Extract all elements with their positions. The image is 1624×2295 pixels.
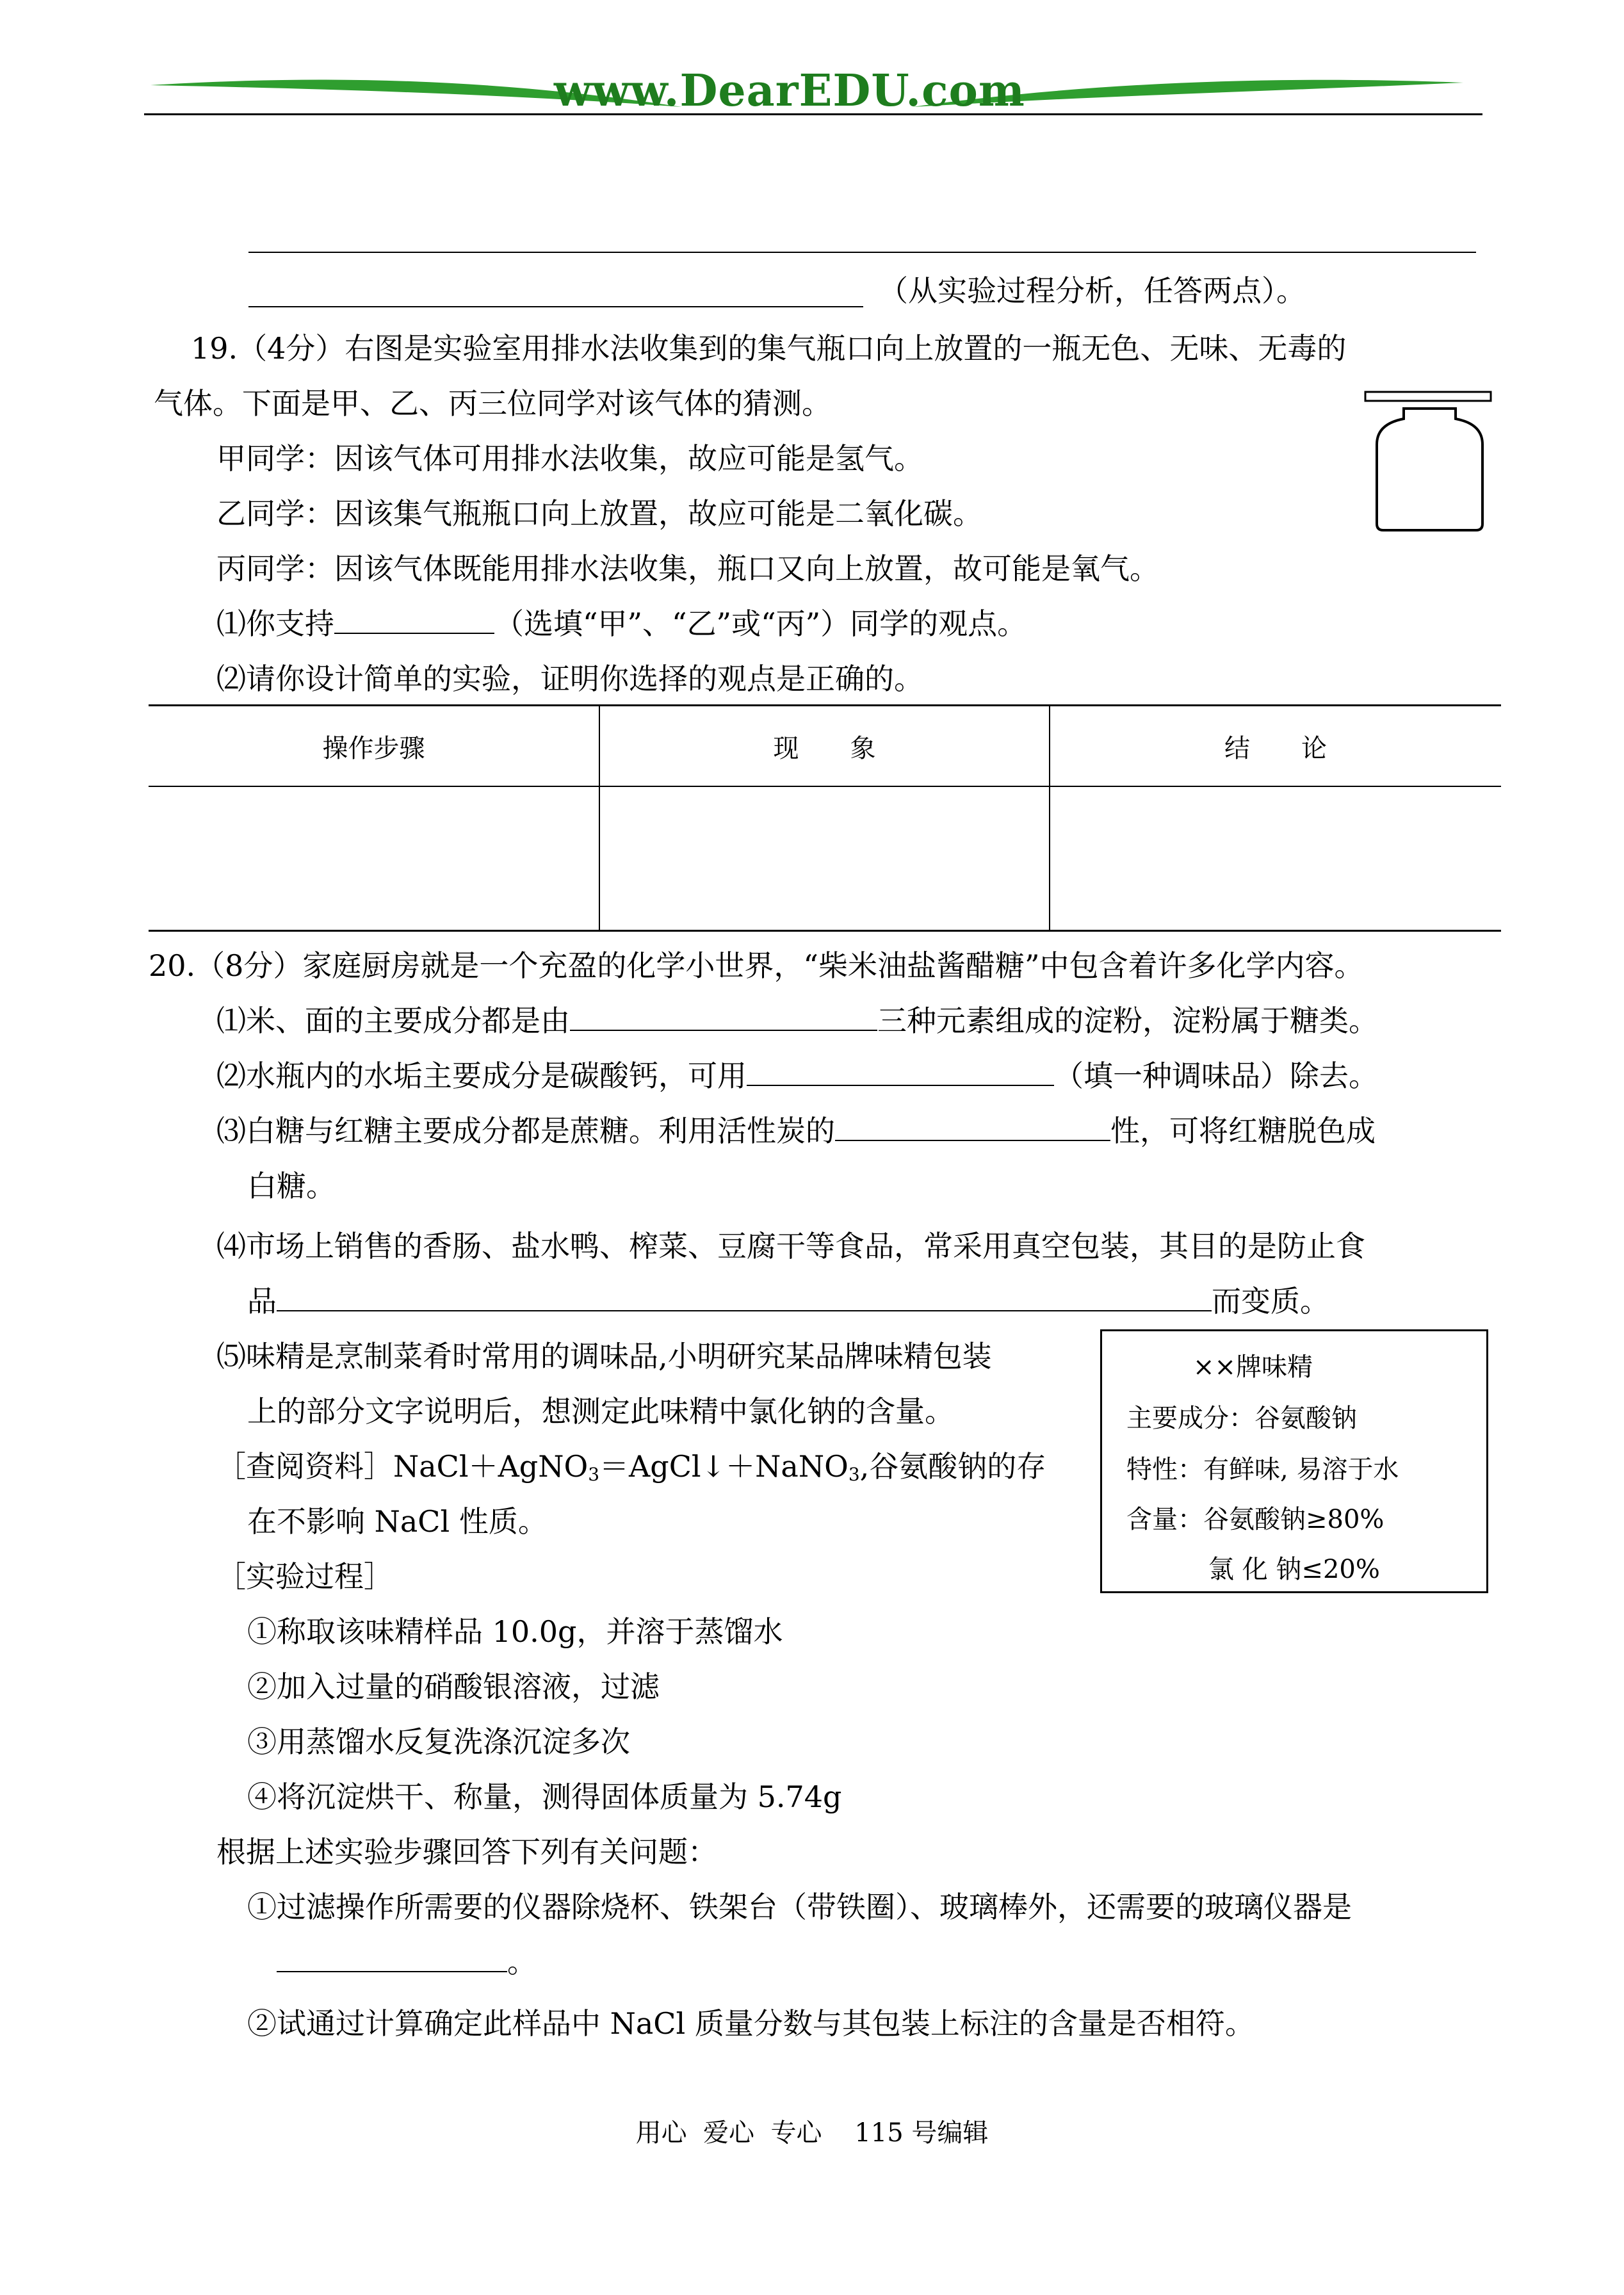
label-line: 氯 化 钠≤20% — [1208, 1555, 1380, 1584]
q19-jia: 甲同学：因该气体可用排水法收集，故应可能是氢气。 — [216, 441, 923, 476]
msg-label-box — [1100, 1329, 1488, 1593]
q20-step: ④将沉淀烘干、称量，测得固体质量为 5.74g — [247, 1780, 842, 1814]
q20-procedure-title: ［实验过程］ — [216, 1559, 393, 1594]
q20-blank-property[interactable] — [835, 1112, 1110, 1141]
table-header-steps: 操作步骤 — [322, 734, 425, 763]
q20-part3 — [216, 1112, 1376, 1150]
q20-part4-prefix: 品 — [247, 1284, 277, 1318]
q20-part3-cont: 白糖。 — [247, 1169, 336, 1203]
answer-line — [248, 306, 863, 307]
q20-reference — [216, 1447, 1046, 1494]
q20-part4: ⑷市场上销售的香肠、盐水鸭、榨菜、豆腐干等食品，常采用真空包装，其目的是防止食 — [216, 1229, 1365, 1263]
table-cell-phenomenon[interactable] — [602, 789, 1047, 927]
q20-part2-suffix: （填一种调味品）除去。 — [1054, 1058, 1378, 1093]
q20-answer-intro: 根据上述实验步骤回答下列有关问题： — [216, 1835, 717, 1869]
q19-intro2: 气体。下面是甲、乙、丙三位同学对该气体的猜测。 — [154, 386, 831, 421]
table-cell-steps[interactable] — [151, 789, 597, 927]
q20-part5: ⑸味精是烹制菜肴时常用的调味品,小明研究某品牌味精包装 — [216, 1339, 992, 1374]
q19-part1-suffix: （选填“甲”、“乙”或“丙”）同学的观点。 — [494, 606, 1027, 641]
q20-part1 — [216, 1002, 1378, 1040]
label-line: 含量：谷氨酸钠≥80% — [1126, 1505, 1384, 1534]
q19-part1 — [216, 604, 1027, 643]
q20-answer1-end: 。 — [507, 1945, 537, 1979]
q20-intro: 20.（8分）家庭厨房就是一个充盈的化学小世界，“柴米油盐酱醋糖”中包含着许多化学内容。 — [149, 948, 1364, 983]
q20-blank-reason[interactable] — [277, 1282, 1212, 1311]
q18-tail: （从实验过程分析，任答两点）。 — [879, 273, 1306, 308]
label-line: 主要成分：谷氨酸钠 — [1126, 1404, 1357, 1433]
q20-part1-suffix: 三种元素组成的淀粉，淀粉属于糖类。 — [877, 1003, 1378, 1038]
q19-yi: 乙同学：因该集气瓶瓶口向上放置，故应可能是二氧化碳。 — [216, 496, 982, 531]
q20-step: ①称取该味精样品 10.0g，并溶于蒸馏水 — [247, 1614, 783, 1649]
q20-answer1: ①过滤操作所需要的仪器除烧杯、铁架台（带铁圈）、玻璃棒外，还需要的玻璃仪器是 — [247, 1890, 1352, 1924]
q20-reference-cont: 在不影响 NaCl 性质。 — [247, 1504, 548, 1539]
q20-blank-seasoning[interactable] — [747, 1057, 1054, 1086]
q20-answer1-cont — [277, 1943, 537, 1981]
reference-text: ,谷氨酸钠的存 — [859, 1449, 1046, 1484]
q20-part2-prefix: ⑵水瓶内的水垢主要成分是碳酸钙，可用 — [216, 1058, 747, 1093]
site-name: www.DearEDU.com — [554, 65, 1025, 117]
label-line: 特性：有鲜味, 易溶于水 — [1126, 1455, 1399, 1484]
table-header-conclusion: 结 论 — [1224, 734, 1327, 763]
q20-step: ③用蒸馏水反复洗涤沉淀多次 — [247, 1724, 630, 1759]
q19-bing: 丙同学：因该气体既能用排水法收集，瓶口又向上放置，故可能是氧气。 — [216, 551, 1159, 586]
q19-intro: 19.（4分）右图是实验室用排水法收集到的集气瓶口向上放置的一瓶无色、无味、无毒的 — [191, 331, 1347, 366]
q20-blank-glassware[interactable] — [277, 1943, 507, 1972]
q20-part5-cont: 上的部分文字说明后，想测定此味精中氯化钠的含量。 — [247, 1394, 954, 1429]
q20-part2 — [216, 1057, 1378, 1095]
q20-part3-prefix: ⑶白糖与红糖主要成分都是蔗糖。利用活性炭的 — [216, 1114, 835, 1148]
gas-bottle-figure — [1364, 389, 1498, 537]
page-footer: 用心 爱心 专心 115 号编辑 — [635, 2118, 989, 2148]
table-cell-conclusion[interactable] — [1052, 789, 1499, 927]
q20-step: ②加入过量的硝酸银溶液，过滤 — [247, 1669, 660, 1704]
q20-part4-cont — [247, 1282, 1329, 1320]
subscript: 3 — [588, 1464, 600, 1485]
reference-text: ［查阅资料］NaCl＋AgNO — [216, 1449, 589, 1484]
q20-part1-prefix: ⑴米、面的主要成分都是由 — [216, 1003, 570, 1038]
reference-text: ＝AgCl↓＋NaNO — [599, 1449, 849, 1484]
q20-answer2: ②试通过计算确定此样品中 NaCl 质量分数与其包装上标注的含量是否相符。 — [247, 2006, 1255, 2041]
subscript: 3 — [848, 1464, 860, 1485]
q20-blank-elements[interactable] — [570, 1002, 877, 1031]
q19-part2: ⑵请你设计简单的实验，证明你选择的观点是正确的。 — [216, 661, 923, 696]
q19-blank-choice[interactable] — [334, 604, 494, 634]
label-title: ××牌味精 — [1193, 1352, 1313, 1382]
answer-line — [248, 252, 1476, 253]
table-header-phenomenon: 现 象 — [773, 734, 876, 763]
q20-part4-suffix: 而变质。 — [1212, 1284, 1329, 1318]
q20-part3-suffix: 性，可将红糖脱色成 — [1110, 1114, 1376, 1148]
q19-part1-prefix: ⑴你支持 — [216, 606, 334, 641]
